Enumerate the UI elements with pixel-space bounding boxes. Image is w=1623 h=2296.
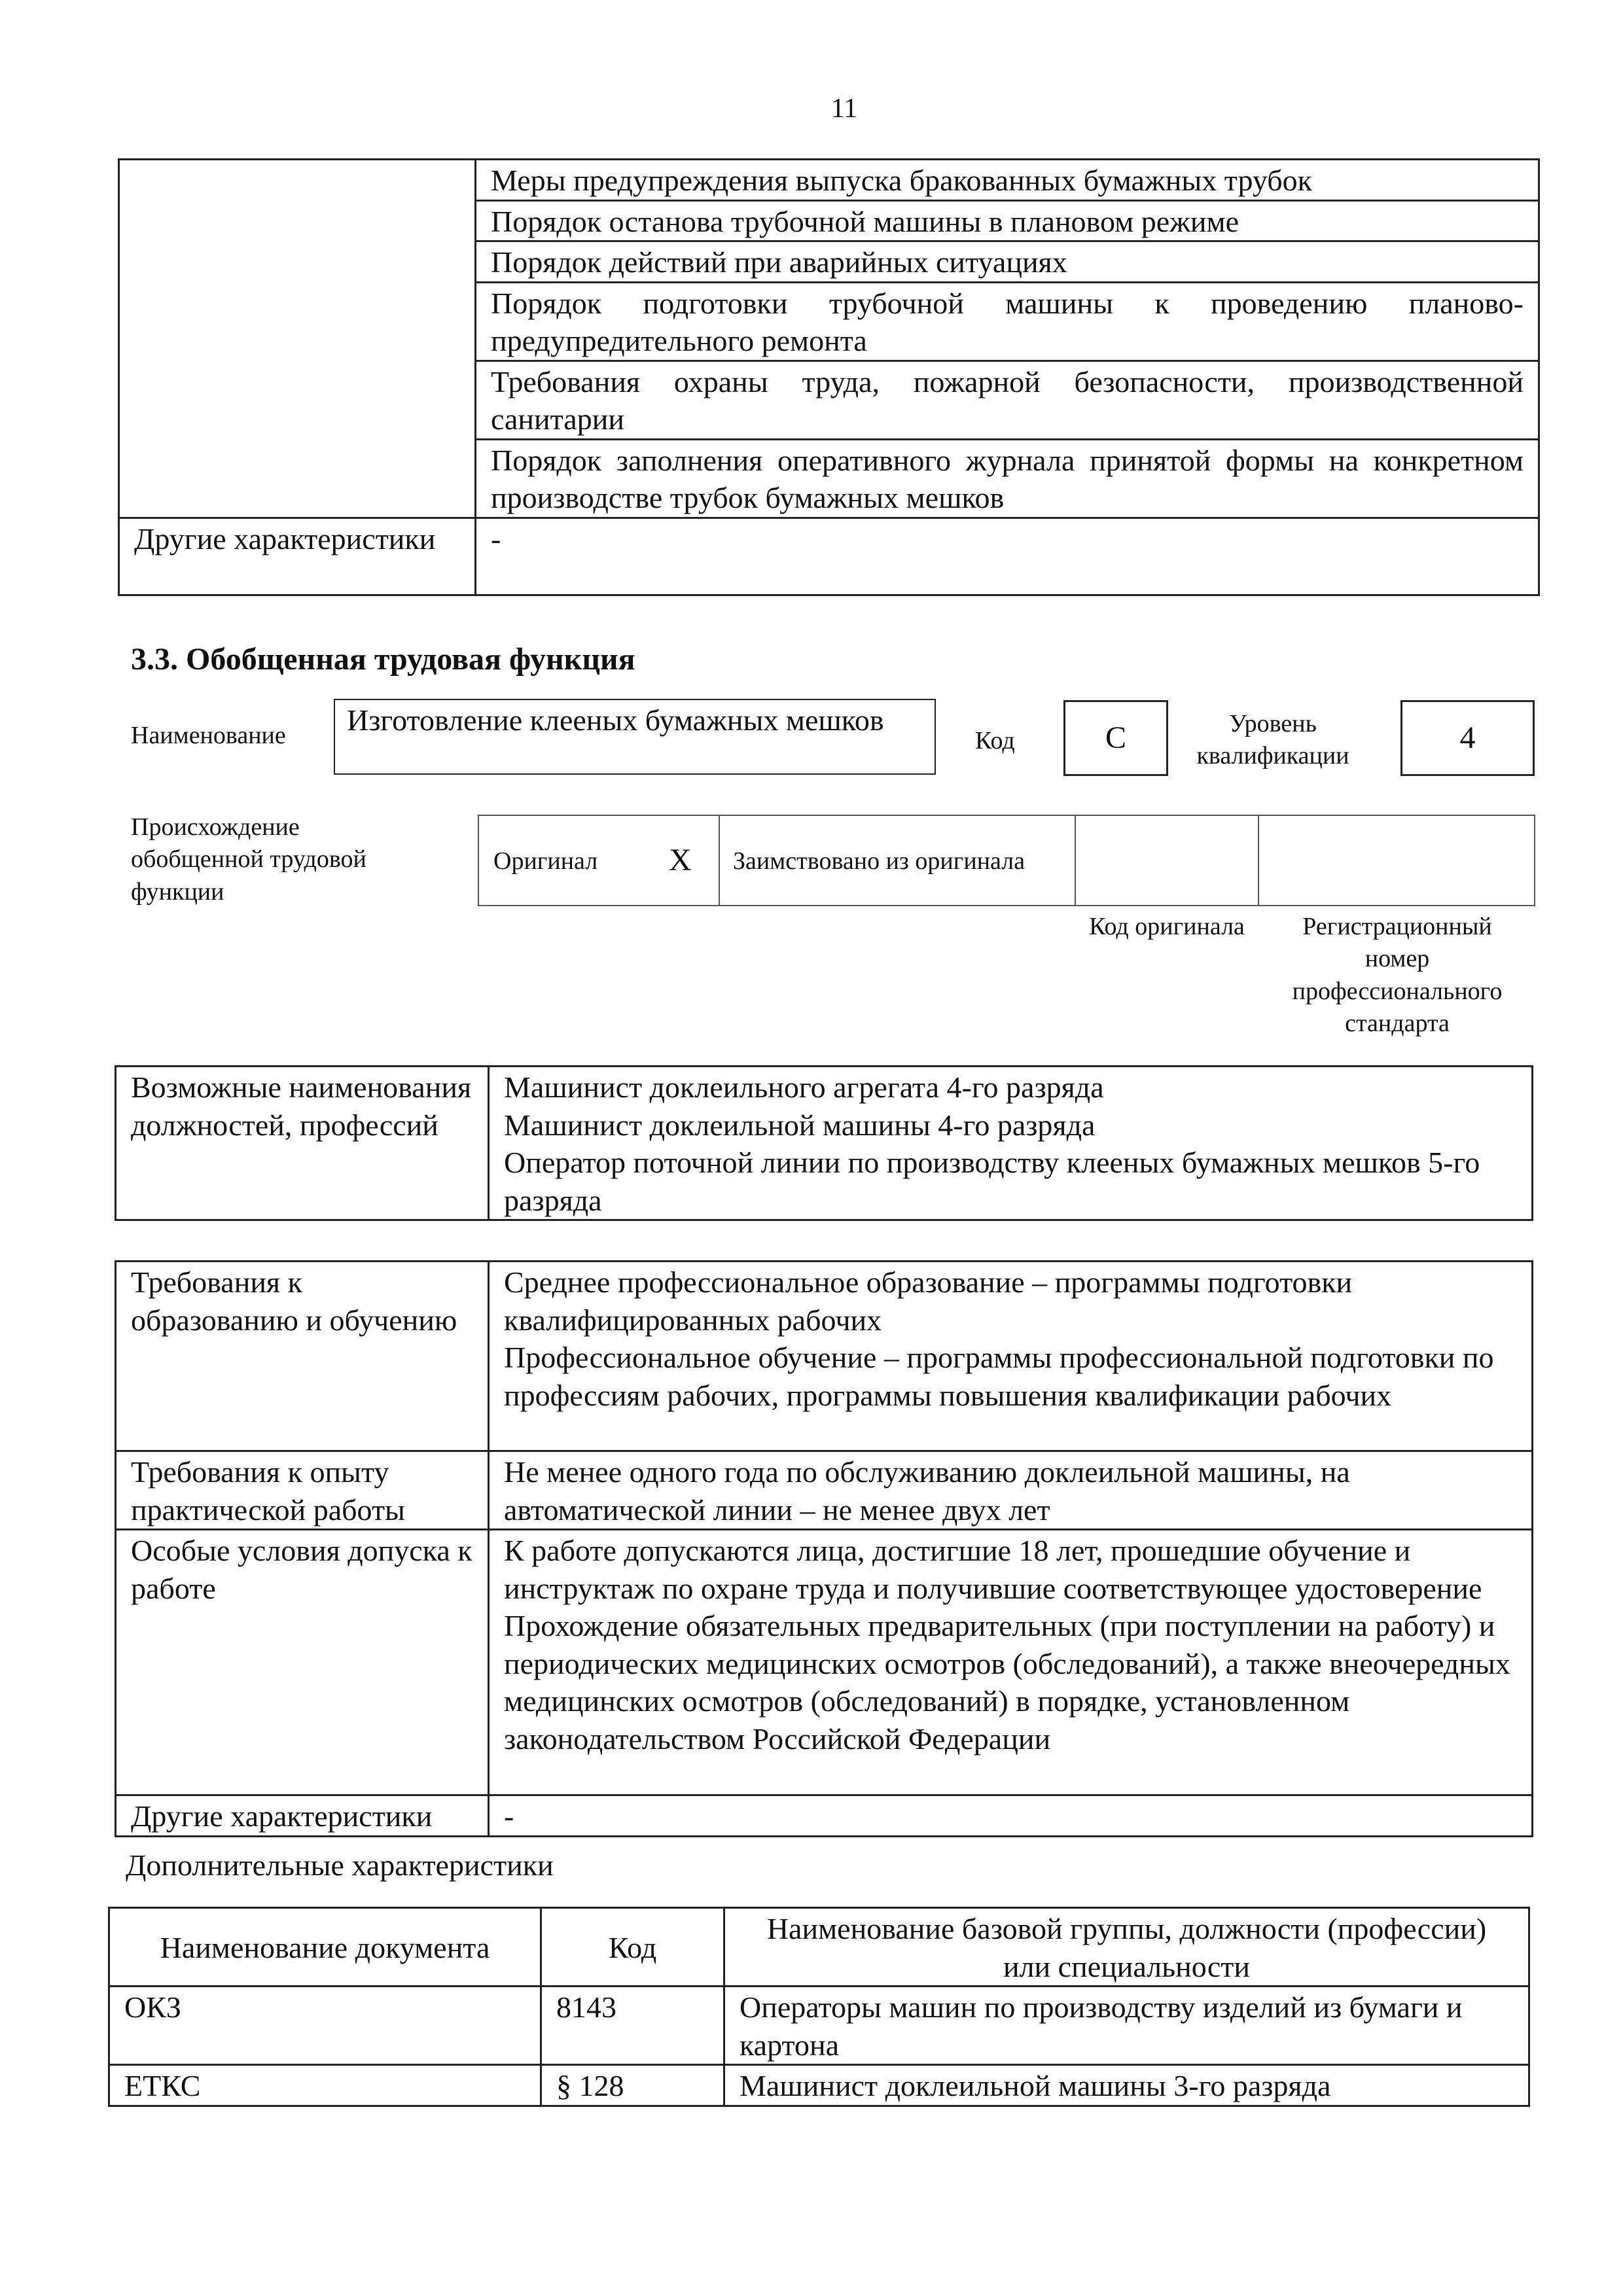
education-label: Требования к образованию и обучению	[116, 1262, 489, 1451]
table-row: Порядок останова трубочной машины в плановом режиме	[476, 200, 1539, 241]
origin-borrowed-cell	[719, 815, 1076, 906]
other-characteristics-value: -	[476, 518, 1539, 595]
other-label: Другие характеристики	[116, 1795, 489, 1837]
name-label: Наименование	[131, 722, 286, 749]
experience-label: Требования к опыту практической работы	[116, 1451, 489, 1530]
table-row-doc: ОКЗ	[109, 1987, 541, 2065]
additional-title: Дополнительные характеристики	[126, 1848, 554, 1882]
knowledge-table	[118, 158, 1540, 596]
origin-reg-cell	[1258, 815, 1535, 906]
header-group: Наименование базовой группы, должности (профессии) или специальности	[724, 1908, 1529, 1987]
table-row-code: § 128	[541, 2065, 724, 2106]
table-row: Меры предупреждения выпуска бракованных бумажных трубок	[476, 160, 1539, 201]
requirement-line: Профессиональное обучение – программы профессиональной подготовки по профессиям рабочих, программы повышения квалификации рабочих	[504, 1341, 1494, 1412]
position-line: Машинист доклеильной машины 4-го разряда	[504, 1108, 1096, 1142]
requirement-line: К работе допускаются лица, достигшие 18 лет, прошедшие обучение и инструктаж по охране труда и получившие соответствующее удостоверение	[504, 1534, 1482, 1605]
additional-table	[108, 1907, 1530, 2107]
requirement-line: Среднее профессиональное образование – программы подготовки квалифицированных рабочих	[504, 1265, 1353, 1337]
header-document: Наименование документа	[109, 1908, 541, 1987]
code-label: Код	[975, 727, 1015, 754]
position-line: Оператор поточной линии по производству клееных бумажных мешков 5-го разряда	[504, 1146, 1480, 1217]
requirement-line: -	[504, 1799, 514, 1833]
origin-original-cell	[478, 815, 720, 906]
special-conditions-label: Особые условия допуска к работе	[116, 1530, 489, 1795]
table-row: Порядок заполнения оперативного журнала принятой формы на конкретном производстве трубок бумажных мешков	[476, 439, 1539, 518]
table-label-empty	[119, 160, 476, 518]
page-number: 11	[830, 94, 858, 124]
level-label: Уровень квалификации	[1196, 710, 1349, 770]
table-row-group: Машинист доклеильной машины 3-го разряда	[724, 2065, 1529, 2106]
other-characteristics-label: Другие характеристики	[119, 518, 476, 595]
level-value: 4	[1400, 700, 1535, 776]
section-title: 3.3. Обобщенная трудовая функция	[131, 642, 635, 677]
code-value: C	[1063, 700, 1168, 776]
name-value-box	[334, 699, 936, 775]
table-row-doc: ЕТКС	[109, 2065, 541, 2106]
table-row-code: 8143	[541, 1987, 724, 2065]
table-row: Порядок действий при аварийных ситуациях	[476, 241, 1539, 283]
header-code: Код	[541, 1908, 724, 1987]
positions-table	[115, 1065, 1533, 1221]
requirements-table	[115, 1260, 1533, 1837]
positions-label: Возможные наименования должностей, профессий	[116, 1067, 489, 1220]
name-value: Изготовление клееных бумажных мешков	[347, 703, 884, 737]
table-row: Требования охраны труда, пожарной безопасности, производственной санитарии	[476, 361, 1539, 439]
other-values	[489, 1795, 1533, 1837]
origin-code-cell	[1075, 815, 1259, 906]
original-label: Оригинал	[493, 847, 598, 875]
position-line: Машинист доклеильного агрегата 4-го разряда	[504, 1070, 1104, 1104]
education-values	[489, 1262, 1533, 1451]
positions-values	[489, 1067, 1533, 1220]
requirement-line: Не менее одного года по обслуживанию доклеильной машины, на автоматической линии – не менее двух лет	[504, 1455, 1350, 1527]
table-row: Порядок подготовки трубочной машины к проведению планово-предупредительного ремонта	[476, 282, 1539, 361]
borrowed-label: Заимствовано из оригинала	[733, 847, 1026, 875]
special-conditions-values	[489, 1530, 1533, 1795]
origin-label: Происхождение обобщенной трудовой функции	[131, 813, 366, 906]
reg-number-caption: Регистрационный номер профессионального стандарта	[1292, 913, 1503, 1038]
table-row-group: Операторы машин по производству изделий из бумаги и картона	[724, 1987, 1529, 2065]
requirement-line: Прохождение обязательных предварительных (при поступлении на работу) и периодических медицинских осмотров (обследований), а также внеочередных медицинских осмотров (обследований) в порядке, установленном законодательством Российской Федерации	[504, 1609, 1510, 1756]
original-mark: X	[669, 843, 692, 877]
code-original-caption: Код оригинала	[1089, 913, 1245, 940]
experience-values	[489, 1451, 1533, 1530]
